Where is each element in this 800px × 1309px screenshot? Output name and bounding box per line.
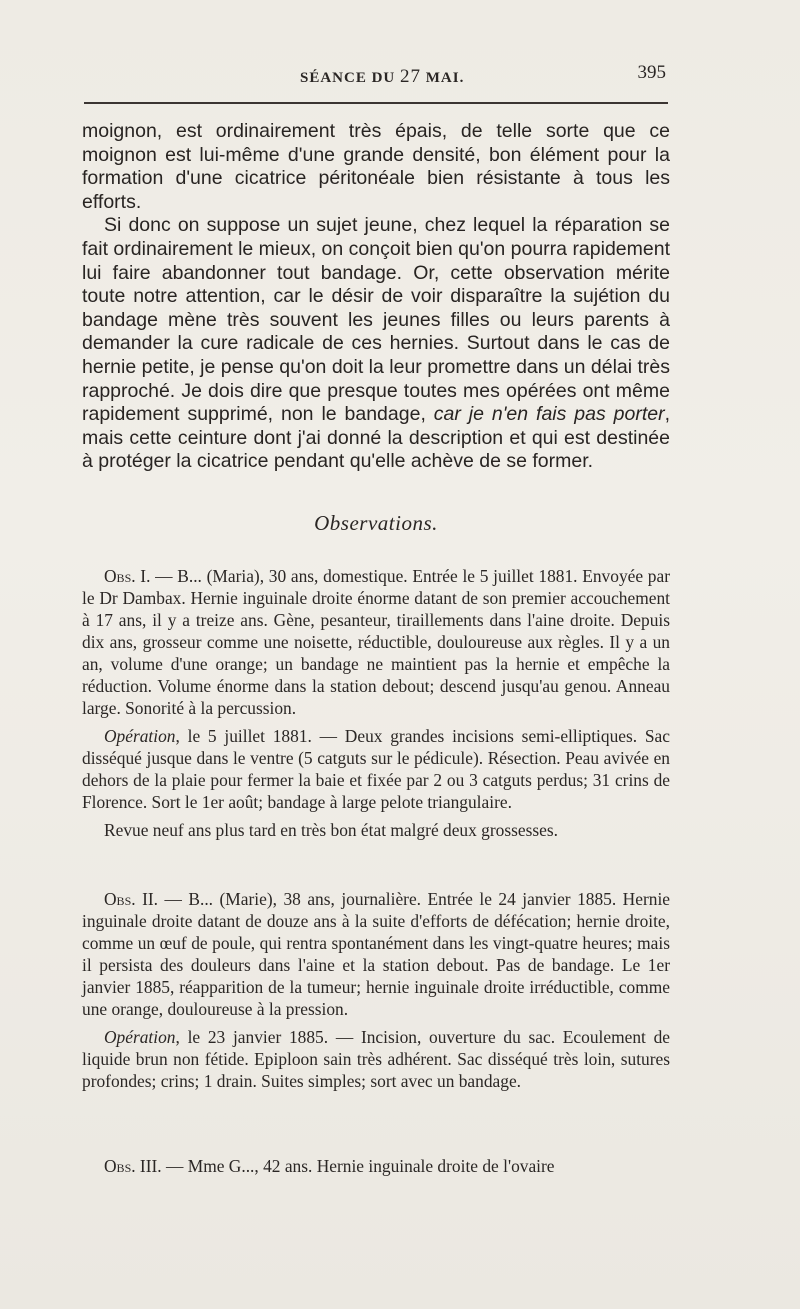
header-rule [84, 102, 668, 104]
section-title: Observations. [314, 511, 438, 535]
page-number: 395 [637, 62, 666, 83]
observation-1 [82, 565, 670, 847]
obs1-label: Obs. I. [104, 566, 151, 586]
obs3-label: Obs. III. [104, 1156, 162, 1176]
obs1-description: Obs. I. — B... (Maria), 30 ans, domestique. Entrée le 5 juillet 1881. Envoyée par le Dr Dambax. Hernie inguinale droite énorme datant de son premier accouchement à 17 ans, il y a treize ans. Gène, pesanteur, tiraillements dans l'aine droite. Depuis dix ans, grosseur comme une noisette, réductible, douloureuse aux règles. Il y a un an, volume d'une orange; un bandage ne maintient pas la hernie et empêche la réduction. Volume énorme dans la station debout; descend jusqu'au genou. Anneau large. Sonorité à la percussion. [82, 566, 670, 718]
body-text [82, 120, 670, 474]
paragraph-2: Si donc on suppose un sujet jeune, chez lequel la réparation se fait ordinairement le mieux, on conçoit bien qu'on pourra rapidement lui faire abandonner tout bandage. Or, cette observation mérite toute notre attention, car le désir de voir disparaître la sujétion du bandage mène très souvent les jeunes filles ou leurs parents à demander la cure radicale de ces hernies. Surtout dans le cas de hernie petite, je pense qu'on doit la leur promettre dans un délai très rapproché. Je dois dire que presque toutes mes opérées ont même rapidement supprimé, non le bandage, car je n'en fais pas porter, mais cette ceinture dont j'ai donné la description et qui est destinée à protéger la cicatrice pendant qu'elle achève de se former. [82, 214, 671, 473]
page-header [84, 58, 668, 98]
observation-2 [82, 888, 670, 1098]
obs2-description: Obs. II. — B... (Marie), 38 ans, journalière. Entrée le 24 janvier 1885. Hernie inguinale droite datant de douze ans à la suite d'efforts de défécation; hernie droite, comme un œuf de poule, qui rentra spontanément dans les vingt-quatre heures; mais il persista des douleurs dans l'aine et la station debout. Pas de bandage. Le 1er janvier 1885, réapparition de la tumeur; hernie inguinale droite irréductible, comme une orange, douloureuse à la pression. [82, 889, 670, 1019]
obs1-operation: Opération, le 5 juillet 1881. — Deux grandes incisions semi-elliptiques. Sac disséqué jusque dans le ventre (5 catguts sur le pédicule). Résection. Peau avivée en dehors de la plaie pour fermer la baie et fixée par 2 ou 3 catguts perdus; 31 crins de Florence. Sort le 1er août; bandage à large pelote triangulaire. [82, 726, 670, 812]
observation-3 [82, 1155, 670, 1183]
running-title: SÉANCE DU 27 MAI. [300, 66, 465, 87]
obs2-operation: Opération, le 23 janvier 1885. — Incision, ouverture du sac. Ecoulement de liquide brun non fétide. Epiploon sain très adhérent. Sac disséqué très loin, sutures profondes; crins; 1 drain. Suites simples; sort avec un bandage. [82, 1027, 670, 1091]
obs1-revue: Revue neuf ans plus tard en très bon état malgré deux grossesses. [104, 820, 558, 840]
paragraph-1: moignon, est ordinairement très épais, de telle sorte que ce moignon est lui-même d'une grande densité, bon élément pour la formation d'une cicatrice péritonéale bien résistante à tous les efforts. [82, 120, 670, 213]
italic-phrase: car je n'en fais pas porter [433, 403, 665, 426]
obs3-description: Obs. III. — Mme G..., 42 ans. Hernie inguinale droite de l'ovaire [104, 1156, 555, 1176]
obs2-label: Obs. II. [104, 889, 159, 909]
